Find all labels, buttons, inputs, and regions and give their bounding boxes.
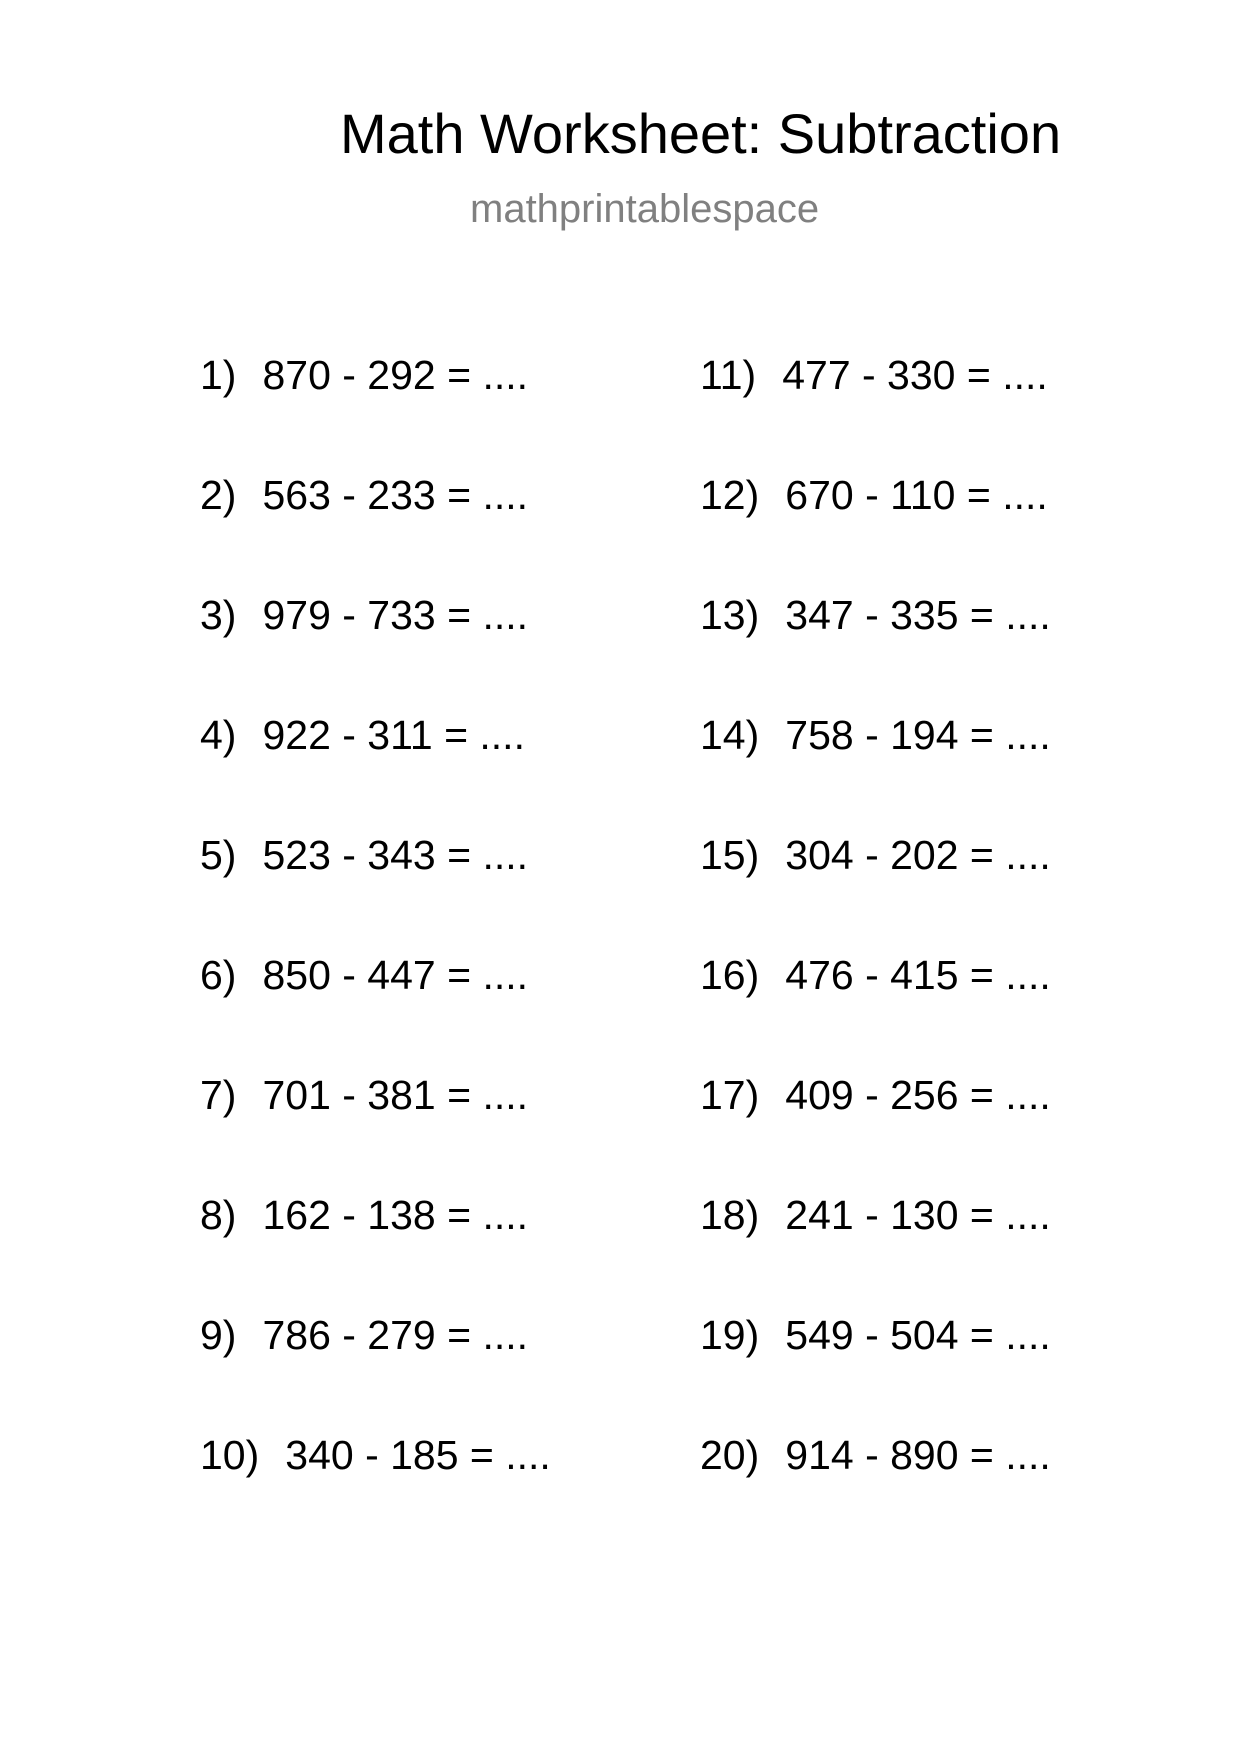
problem-expression: 241 - 130 = ....	[785, 1192, 1051, 1238]
problem-item	[200, 1068, 551, 1188]
problem-expression: 549 - 504 = ....	[785, 1312, 1051, 1358]
problem-item	[200, 468, 551, 588]
problem-number: 2)	[200, 472, 237, 518]
worksheet-title: Math Worksheet: Subtraction	[340, 102, 1062, 165]
problem-item	[200, 588, 551, 708]
problem-item	[700, 828, 1051, 948]
problem-item	[200, 1188, 551, 1308]
problem-expression: 340 - 185 = ....	[285, 1432, 551, 1478]
problem-item	[700, 1068, 1051, 1188]
problem-item	[200, 828, 551, 948]
problem-number: 8)	[200, 1192, 237, 1238]
problem-number: 5)	[200, 832, 237, 878]
problem-number: 7)	[200, 1072, 237, 1118]
problem-expression: 922 - 311 = ....	[262, 712, 525, 758]
problem-expression: 870 - 292 = ....	[262, 352, 529, 398]
problem-item	[700, 948, 1051, 1068]
problem-number: 18)	[700, 1192, 760, 1238]
problem-number: 20)	[700, 1432, 760, 1478]
problem-item	[700, 468, 1051, 588]
problem-number: 1)	[200, 352, 237, 398]
problems-column-left	[200, 348, 551, 1548]
problem-item	[200, 948, 551, 1068]
problem-item	[700, 1188, 1051, 1308]
problem-expression: 304 - 202 = ....	[785, 832, 1051, 878]
problem-expression: 786 - 279 = ....	[262, 1312, 529, 1358]
problem-item	[700, 1428, 1051, 1548]
problem-item	[700, 708, 1051, 828]
problem-item	[200, 348, 551, 468]
problems-column-right	[700, 348, 1051, 1548]
problem-expression: 850 - 447 = ....	[262, 952, 529, 998]
problem-item	[700, 588, 1051, 708]
problem-number: 17)	[700, 1072, 760, 1118]
problem-expression: 409 - 256 = ....	[785, 1072, 1051, 1118]
problem-expression: 563 - 233 = ....	[262, 472, 529, 518]
problem-expression: 758 - 194 = ....	[785, 712, 1051, 758]
problem-expression: 670 - 110 = ....	[785, 472, 1048, 518]
worksheet-subtitle: mathprintablespace	[470, 187, 820, 231]
problem-number: 6)	[200, 952, 237, 998]
problem-expression: 701 - 381 = ....	[262, 1072, 529, 1118]
problem-number: 16)	[700, 952, 760, 998]
problem-expression: 347 - 335 = ....	[785, 592, 1051, 638]
problem-item	[200, 1428, 551, 1548]
problem-number: 12)	[700, 472, 760, 518]
problem-number: 4)	[200, 712, 237, 758]
problem-number: 13)	[700, 592, 760, 638]
problem-number: 3)	[200, 592, 237, 638]
problem-number: 10)	[200, 1432, 260, 1478]
problem-item	[700, 348, 1051, 468]
problem-item	[700, 1308, 1051, 1428]
problem-number: 14)	[700, 712, 760, 758]
problem-expression: 523 - 343 = ....	[262, 832, 529, 878]
problem-item	[200, 1308, 551, 1428]
problem-item	[200, 708, 551, 828]
problem-expression: 162 - 138 = ....	[262, 1192, 529, 1238]
problem-expression: 914 - 890 = ....	[785, 1432, 1051, 1478]
problem-number: 19)	[700, 1312, 760, 1358]
problem-number: 11)	[700, 352, 757, 398]
problem-number: 15)	[700, 832, 760, 878]
problem-expression: 477 - 330 = ....	[782, 352, 1048, 398]
problem-expression: 979 - 733 = ....	[262, 592, 529, 638]
problem-expression: 476 - 415 = ....	[785, 952, 1051, 998]
problem-number: 9)	[200, 1312, 237, 1358]
